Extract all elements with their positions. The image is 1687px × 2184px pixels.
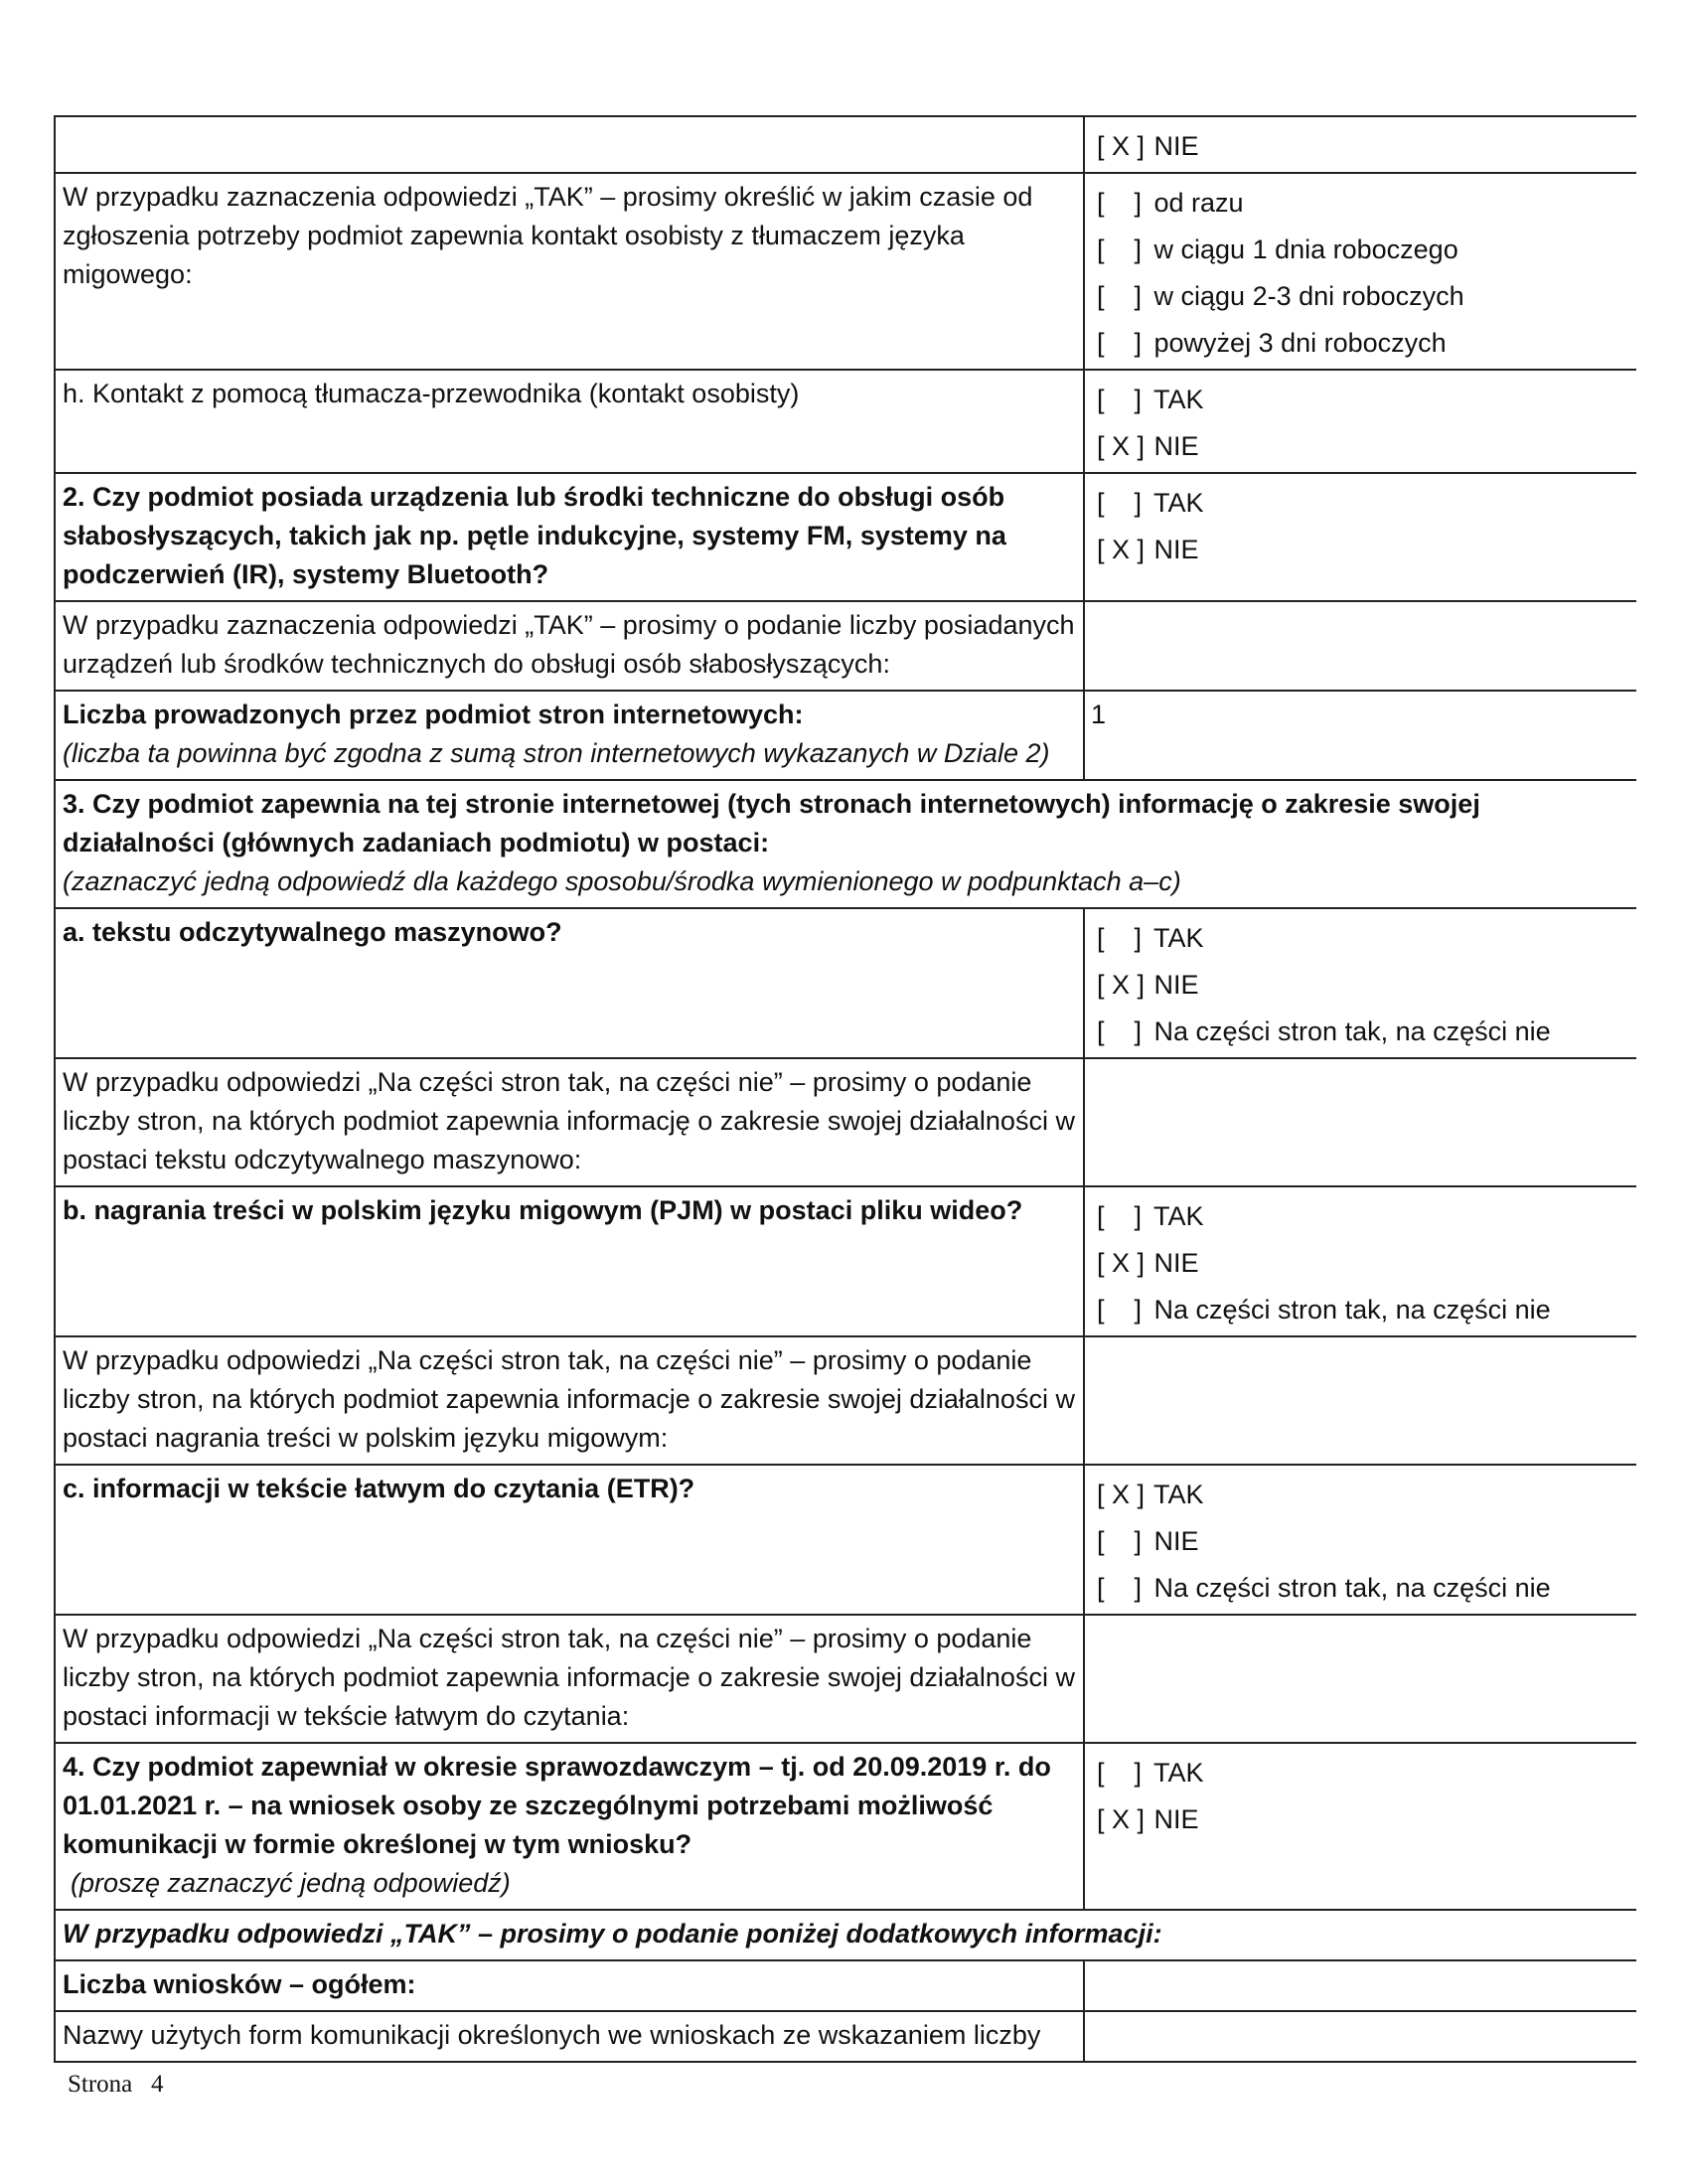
question-text: Liczba prowadzonych przez podmiot stron internetowych: bbox=[63, 700, 804, 729]
answer-option[interactable] bbox=[1091, 1800, 1630, 1839]
answer-option[interactable] bbox=[1091, 1569, 1630, 1608]
question-cell bbox=[55, 2011, 1084, 2062]
option-label: w ciągu 2-3 dni roboczych bbox=[1153, 281, 1464, 311]
form-row bbox=[55, 1058, 1636, 1186]
question-text: c. informacji w tekście łatwym do czytania (ETR)? bbox=[63, 1474, 695, 1503]
option-label: NIE bbox=[1153, 1804, 1199, 1834]
page-footer bbox=[68, 2071, 164, 2099]
checkbox[interactable]: [ ] bbox=[1097, 234, 1143, 264]
answer-options-cell bbox=[1084, 173, 1636, 370]
option-label: NIE bbox=[1153, 1526, 1199, 1556]
question-text: 4. Czy podmiot zapewniał w okresie sprawozdawczym – tj. od 20.09.2019 r. do 01.01.2021 r. – na wniosek osoby ze szczególnymi potrzebami możliwość komunikacji w formie określonej w tym wniosku? bbox=[63, 1752, 1051, 1859]
instruction-note: (liczba ta powinna być zgodna z sumą stron internetowych wykazanych w Dziale 2) bbox=[63, 738, 1050, 768]
checkbox[interactable]: [ ] bbox=[1097, 1758, 1143, 1788]
option-label: NIE bbox=[1153, 431, 1199, 461]
option-label: TAK bbox=[1153, 1201, 1204, 1231]
answer-value: 1 bbox=[1091, 700, 1107, 729]
question-text: W przypadku odpowiedzi „Na części stron tak, na części nie” – prosimy o podanie liczby stron, na których podmiot zapewnia informacje o zakresie swojej działalności w postaci nagrania treści w polskim języku migowym: bbox=[63, 1345, 1075, 1453]
option-label: w ciągu 1 dnia roboczego bbox=[1153, 234, 1458, 264]
page-number: 4 bbox=[151, 2071, 164, 2098]
checkbox[interactable]: [ X ] bbox=[1097, 1248, 1146, 1278]
option-label: Na części stron tak, na części nie bbox=[1153, 1573, 1551, 1603]
question-text: W przypadku odpowiedzi „Na części stron tak, na części nie” – prosimy o podanie liczby stron, na których podmiot zapewnia informacje o zakresie swojej działalności w postaci informacji w tekście łatwym do czytania: bbox=[63, 1624, 1075, 1731]
checkbox[interactable]: [ X ] bbox=[1097, 1480, 1146, 1509]
question-text: Nazwy użytych form komunikacji określonych we wnioskach ze wskazaniem liczby bbox=[63, 2020, 1041, 2050]
answer-options-cell bbox=[1084, 116, 1636, 173]
answer-input-cell[interactable] bbox=[1084, 1058, 1636, 1186]
form-row bbox=[55, 2011, 1636, 2062]
footer-label: Strona bbox=[68, 2071, 133, 2098]
option-label: NIE bbox=[1153, 131, 1199, 161]
option-label: NIE bbox=[1153, 970, 1199, 1000]
answer-option[interactable] bbox=[1091, 324, 1630, 363]
question-cell bbox=[55, 1186, 1084, 1336]
question-cell bbox=[55, 601, 1084, 691]
form-row bbox=[55, 116, 1636, 173]
question-text: W przypadku odpowiedzi „TAK” – prosimy o podanie poniżej dodatkowych informacji: bbox=[63, 1919, 1162, 1949]
form-row bbox=[55, 908, 1636, 1058]
checkbox[interactable]: [ ] bbox=[1097, 1295, 1143, 1325]
question-text: Liczba wniosków – ogółem: bbox=[63, 1969, 416, 1999]
answer-option[interactable] bbox=[1091, 484, 1630, 523]
answer-options-cell bbox=[1084, 473, 1636, 601]
checkbox[interactable]: [ ] bbox=[1097, 1573, 1143, 1603]
answer-option[interactable] bbox=[1091, 1522, 1630, 1561]
option-label: NIE bbox=[1153, 535, 1199, 564]
answer-option[interactable] bbox=[1091, 1476, 1630, 1514]
question-text: b. nagrania treści w polskim języku migowym (PJM) w postaci pliku wideo? bbox=[63, 1195, 1023, 1225]
form-row bbox=[55, 780, 1636, 908]
form-row bbox=[55, 473, 1636, 601]
answer-input-cell[interactable] bbox=[1084, 2011, 1636, 2062]
question-cell bbox=[55, 691, 1084, 780]
question-text: h. Kontakt z pomocą tłumacza-przewodnika (kontakt osobisty) bbox=[63, 379, 800, 408]
form-row bbox=[55, 1910, 1636, 1960]
checkbox[interactable]: [ ] bbox=[1097, 488, 1143, 518]
answer-input-cell[interactable] bbox=[1084, 1615, 1636, 1743]
question-cell bbox=[55, 908, 1084, 1058]
checkbox[interactable]: [ ] bbox=[1097, 1201, 1143, 1231]
question-text: W przypadku zaznaczenia odpowiedzi „TAK” – prosimy określić w jakim czasie od zgłoszenia potrzeby podmiot zapewnia kontakt osobisty z tłumaczem języka migowego: bbox=[63, 182, 1033, 289]
form-row bbox=[55, 691, 1636, 780]
option-label: TAK bbox=[1153, 385, 1204, 414]
answer-option[interactable] bbox=[1091, 1013, 1630, 1051]
question-text: a. tekstu odczytywalnego maszynowo? bbox=[63, 917, 562, 947]
question-cell bbox=[55, 116, 1084, 173]
question-cell bbox=[55, 1465, 1084, 1615]
option-label: Na części stron tak, na części nie bbox=[1153, 1295, 1551, 1325]
answer-option[interactable] bbox=[1091, 1197, 1630, 1236]
answer-options-cell bbox=[1084, 908, 1636, 1058]
form-row bbox=[55, 1960, 1636, 2011]
answer-input-cell[interactable] bbox=[1084, 601, 1636, 691]
checkbox[interactable]: [ ] bbox=[1097, 328, 1143, 358]
answer-options-cell bbox=[1084, 1743, 1636, 1910]
option-label: TAK bbox=[1153, 488, 1204, 518]
answer-input-cell[interactable] bbox=[1084, 1960, 1636, 2011]
checkbox[interactable]: [ ] bbox=[1097, 1526, 1143, 1556]
form-row bbox=[55, 1186, 1636, 1336]
form-row bbox=[55, 1743, 1636, 1910]
checkbox[interactable]: [ X ] bbox=[1097, 970, 1146, 1000]
form-row bbox=[55, 1336, 1636, 1465]
checkbox[interactable]: [ ] bbox=[1097, 923, 1143, 953]
question-text: 2. Czy podmiot posiada urządzenia lub środki techniczne do obsługi osób słabosłyszących, takich jak np. pętle indukcyjne, systemy FM, systemy na podczerwień (IR), systemy Bluetooth? bbox=[63, 482, 1006, 589]
question-text: 3. Czy podmiot zapewnia na tej stronie internetowej (tych stronach internetowych) informację o zakresie swojej działalności (głównych zadaniach podmiotu) w postaci: bbox=[63, 789, 1480, 858]
answer-option[interactable] bbox=[1091, 919, 1630, 958]
answer-option[interactable] bbox=[1091, 231, 1630, 269]
answer-option[interactable] bbox=[1091, 1291, 1630, 1329]
checkbox[interactable]: [ X ] bbox=[1097, 431, 1146, 461]
answer-input-cell[interactable] bbox=[1084, 1336, 1636, 1465]
question-text: W przypadku zaznaczenia odpowiedzi „TAK” – prosimy o podanie liczby posiadanych urządzeń lub środków technicznych do obsługi osób słabosłyszących: bbox=[63, 610, 1075, 679]
question-text: W przypadku odpowiedzi „Na części stron tak, na części nie” – prosimy o podanie liczby stron, na których podmiot zapewnia informację o zakresie swojej działalności w postaci tekstu odczytywalnego maszynowo: bbox=[63, 1067, 1075, 1174]
question-cell bbox=[55, 1336, 1084, 1465]
checkbox[interactable]: [ ] bbox=[1097, 281, 1143, 311]
option-label: od razu bbox=[1153, 188, 1244, 218]
answer-option[interactable] bbox=[1091, 1244, 1630, 1283]
answer-options-cell bbox=[1084, 1186, 1636, 1336]
answer-options-cell bbox=[1084, 1465, 1636, 1615]
question-cell bbox=[55, 1960, 1084, 2011]
option-label: TAK bbox=[1153, 1758, 1204, 1788]
question-cell bbox=[55, 1615, 1084, 1743]
form-row bbox=[55, 370, 1636, 473]
form-row bbox=[55, 1465, 1636, 1615]
instruction-note: (zaznaczyć jedną odpowiedź dla każdego sposobu/środka wymienionego w podpunktach a–c) bbox=[63, 866, 1181, 896]
section-header-cell bbox=[55, 780, 1636, 908]
answer-option[interactable] bbox=[1091, 1754, 1630, 1793]
section-header-cell bbox=[55, 1910, 1636, 1960]
form-table bbox=[54, 115, 1636, 2063]
answer-options-cell bbox=[1084, 370, 1636, 473]
answer-option[interactable] bbox=[1091, 531, 1630, 569]
instruction-note: (proszę zaznaczyć jedną odpowiedź) bbox=[71, 1868, 511, 1898]
option-label: powyżej 3 dni roboczych bbox=[1153, 328, 1447, 358]
form-row bbox=[55, 1615, 1636, 1743]
answer-option[interactable] bbox=[1091, 127, 1630, 166]
option-label: TAK bbox=[1153, 1480, 1204, 1509]
answer-value-cell[interactable] bbox=[1084, 691, 1636, 780]
answer-option[interactable] bbox=[1091, 966, 1630, 1005]
checkbox[interactable]: [ ] bbox=[1097, 188, 1143, 218]
question-cell bbox=[55, 173, 1084, 370]
checkbox[interactable]: [ ] bbox=[1097, 385, 1143, 414]
question-cell bbox=[55, 370, 1084, 473]
option-label: Na części stron tak, na części nie bbox=[1153, 1016, 1551, 1046]
question-cell bbox=[55, 473, 1084, 601]
option-label: TAK bbox=[1153, 923, 1204, 953]
answer-option[interactable] bbox=[1091, 277, 1630, 316]
checkbox[interactable]: [ ] bbox=[1097, 1016, 1143, 1046]
form-row bbox=[55, 601, 1636, 691]
option-label: NIE bbox=[1153, 1248, 1199, 1278]
answer-option[interactable] bbox=[1091, 427, 1630, 466]
answer-option[interactable] bbox=[1091, 381, 1630, 419]
question-cell bbox=[55, 1743, 1084, 1910]
form-body bbox=[55, 116, 1636, 2062]
question-cell bbox=[55, 1058, 1084, 1186]
checkbox[interactable]: [ X ] bbox=[1097, 535, 1146, 564]
checkbox[interactable]: [ X ] bbox=[1097, 1804, 1146, 1834]
checkbox[interactable]: [ X ] bbox=[1097, 131, 1146, 161]
answer-option[interactable] bbox=[1091, 184, 1630, 223]
form-row bbox=[55, 173, 1636, 370]
